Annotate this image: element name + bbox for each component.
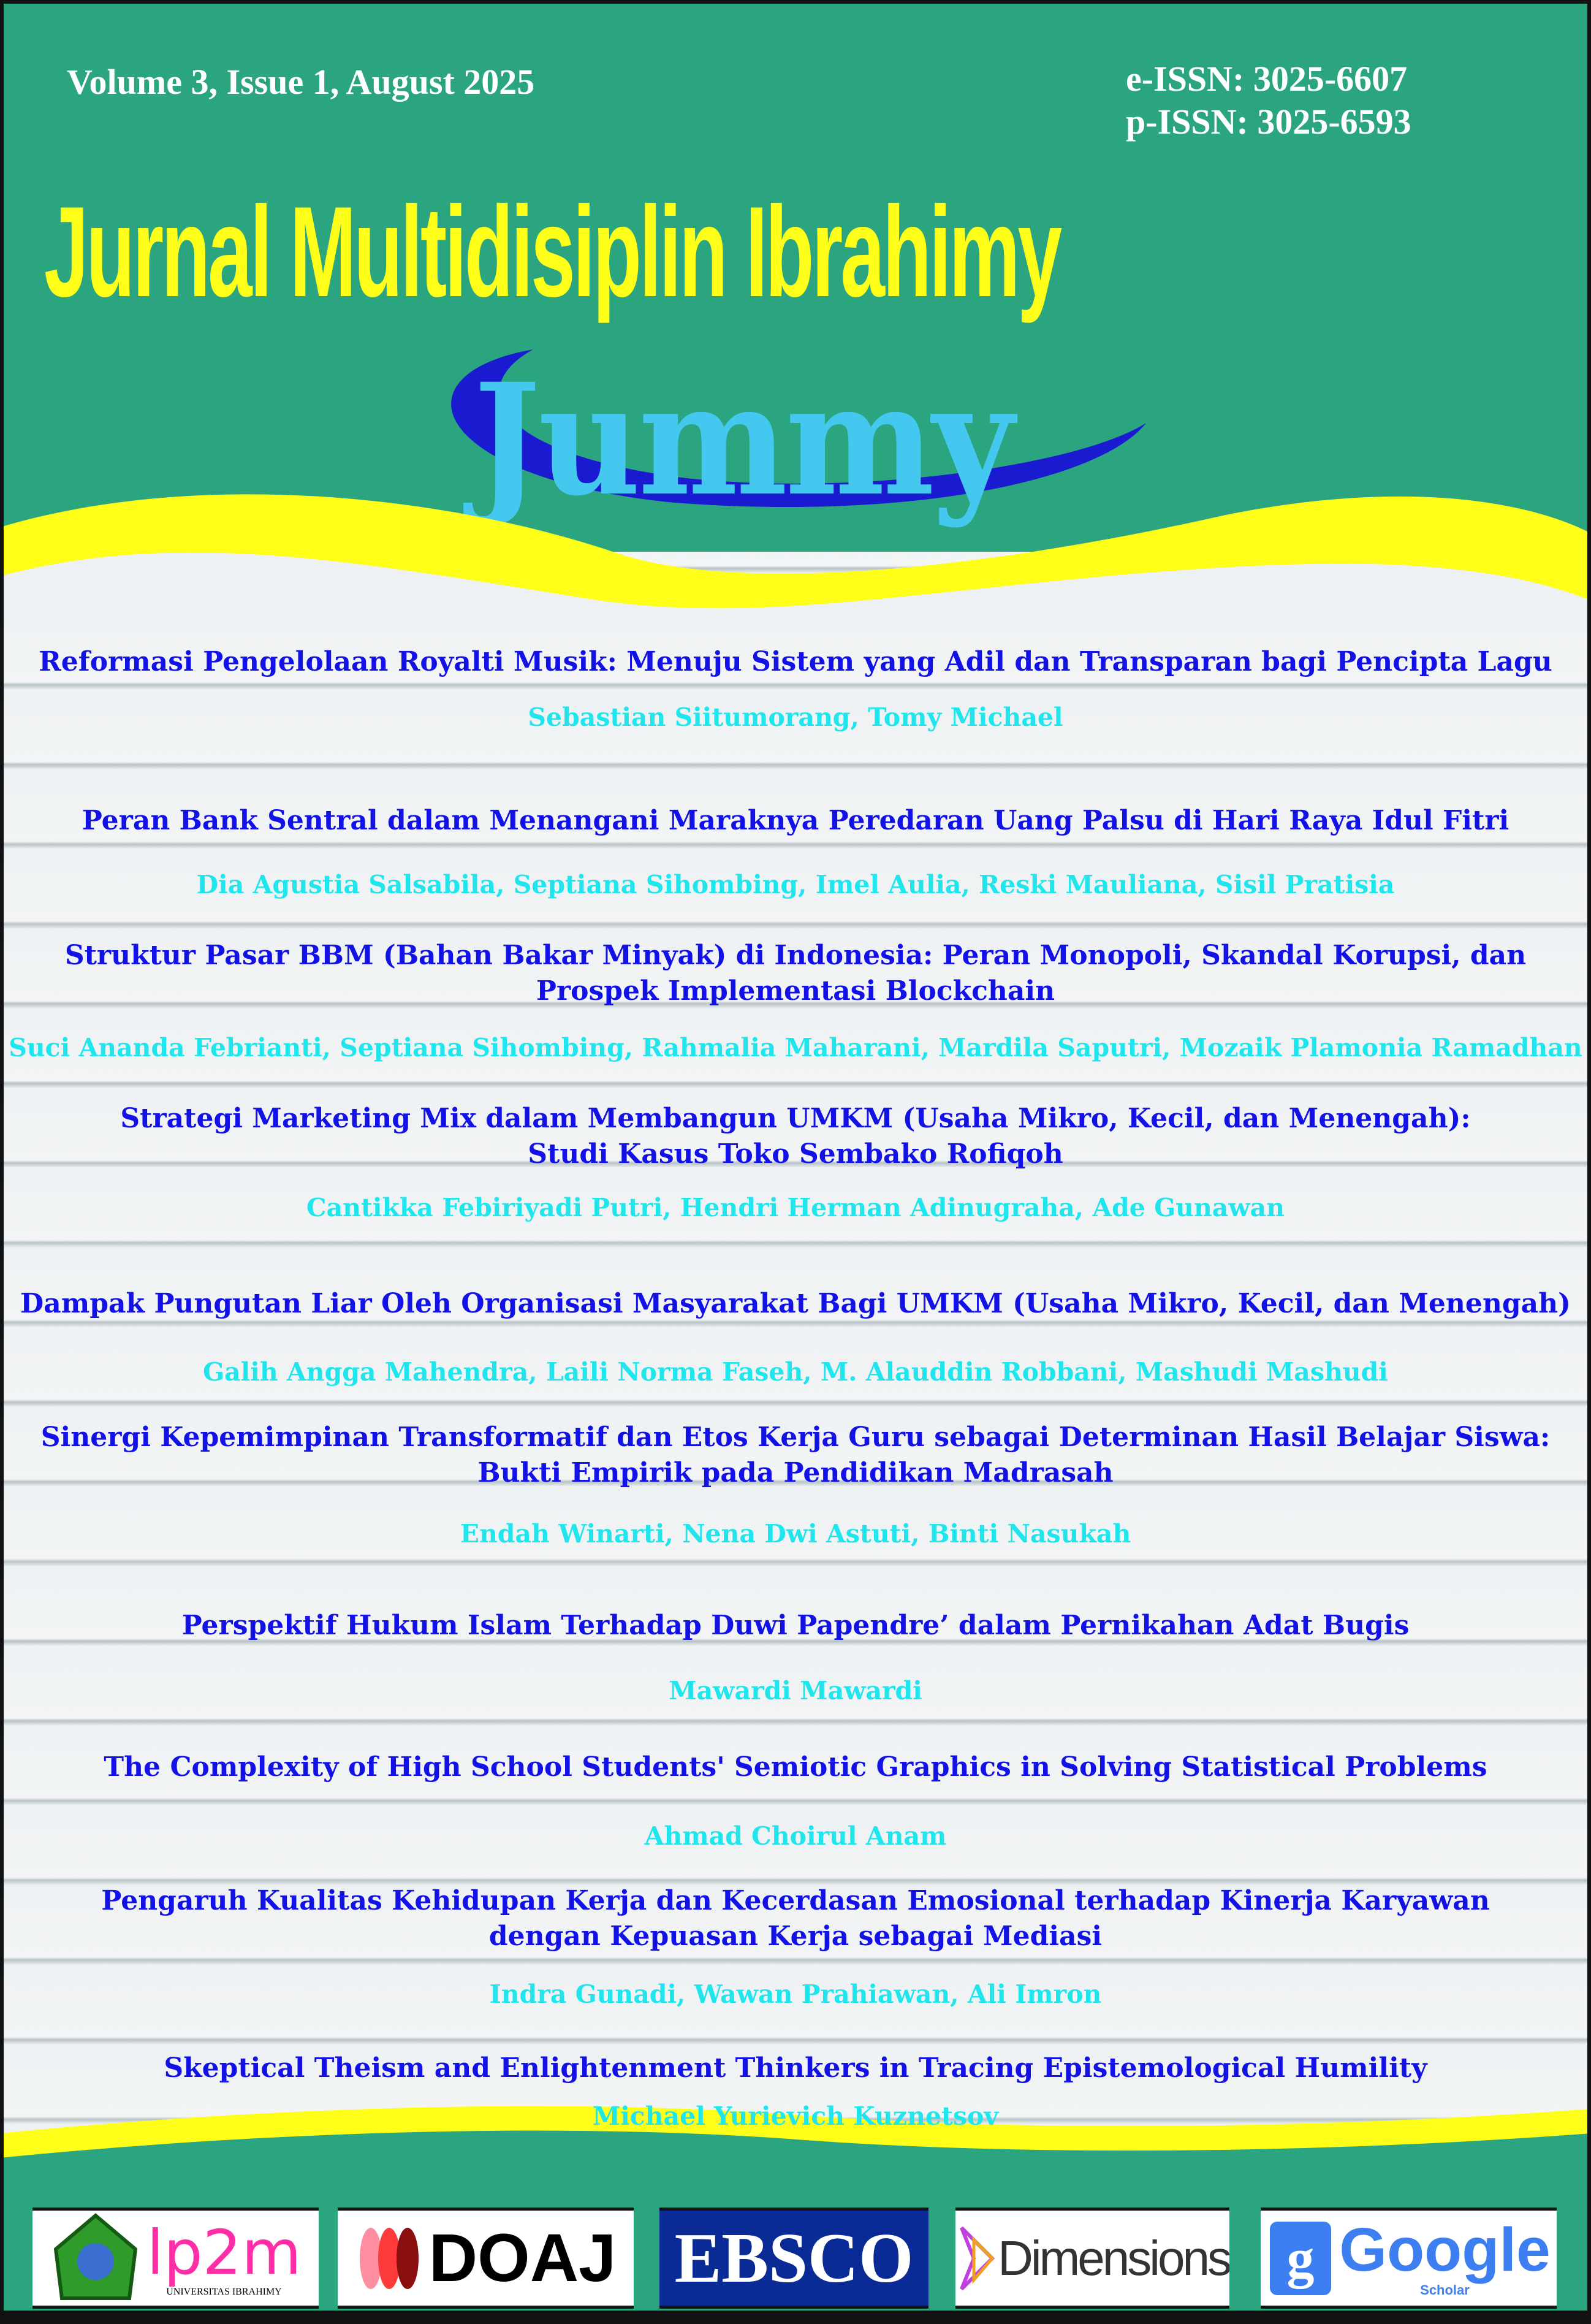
google-text: Google bbox=[1339, 2215, 1551, 2284]
doaj-text: DOAJ bbox=[428, 2220, 617, 2296]
article-title[interactable] bbox=[0, 938, 1591, 1009]
article-title-line: The Complexity of High School Students' Semiotic Graphics in Solving Statistical Problems bbox=[104, 1751, 1487, 1783]
article-title[interactable] bbox=[0, 1608, 1591, 1644]
university-emblem-icon bbox=[50, 2212, 142, 2304]
article-title[interactable] bbox=[0, 1101, 1591, 1172]
lp2m-text: lp2m bbox=[146, 2216, 302, 2288]
article-title[interactable] bbox=[0, 1286, 1591, 1322]
article-title-line: Skeptical Theism and Enlightenment Thinkers in Tracing Epistemological Humility bbox=[164, 2052, 1427, 2084]
scholar-text: Scholar bbox=[1420, 2282, 1470, 2298]
article-title-line: Reformasi Pengelolaan Royalti Musik: Menuju Sistem yang Adil dan Transparan bagi Pencipta Lagu bbox=[39, 646, 1552, 677]
logo-doaj[interactable] bbox=[338, 2208, 634, 2309]
article-authors: Dia Agustia Salsabila, Septiana Sihombing, Imel Aulia, Reski Mauliana, Sisil Pratisia bbox=[196, 870, 1395, 899]
logo-google-scholar[interactable] bbox=[1261, 2208, 1557, 2309]
dimensions-mark-icon bbox=[955, 2222, 998, 2295]
doaj-mark-icon bbox=[355, 2225, 423, 2292]
article-authors: Ahmad Choirul Anam bbox=[644, 1821, 947, 1851]
article-title-line: Bukti Empirik pada Pendidikan Madrasah bbox=[477, 1457, 1114, 1488]
article-title-line: Prospek Implementasi Blockchain bbox=[536, 975, 1055, 1007]
article-title[interactable] bbox=[0, 1420, 1591, 1491]
svg-text:g: g bbox=[1286, 2228, 1315, 2289]
article-authors: Cantikka Febiriyadi Putri, Hendri Herman Adinugraha, Ade Gunawan bbox=[306, 1193, 1285, 1222]
logo-lp2m[interactable] bbox=[32, 2208, 319, 2309]
article-title-line: Pengaruh Kualitas Kehidupan Kerja dan Kecerdasan Emosional terhadap Kinerja Karyawan bbox=[101, 1885, 1490, 1916]
lp2m-subtext: UNIVERSITAS IBRAHIMY bbox=[166, 2286, 282, 2297]
yellow-wave-top bbox=[0, 478, 1591, 625]
article-authors: Mawardi Mawardi bbox=[669, 1676, 922, 1705]
article-title-line: Perspektif Hukum Islam Terhadap Duwi Papendre’ dalam Pernikahan Adat Bugis bbox=[181, 1610, 1410, 1641]
article-authors: Sebastian Siitumorang, Tomy Michael bbox=[528, 703, 1063, 732]
article-authors: Indra Gunadi, Wawan Prahiawan, Ali Imron bbox=[489, 1979, 1102, 2009]
pissn: p-ISSN: 3025-6593 bbox=[1126, 102, 1411, 142]
dimensions-text: Dimensions bbox=[998, 2230, 1229, 2285]
ebsco-text: EBSCO bbox=[674, 2219, 914, 2297]
article-title-line: Studi Kasus Toko Sembako Rofiqoh bbox=[528, 1138, 1063, 1170]
article-title-line: Strategi Marketing Mix dalam Membangun UMKM (Usaha Mikro, Kecil, dan Menengah): bbox=[120, 1103, 1471, 1134]
article-title-line: Struktur Pasar BBM (Bahan Bakar Minyak) di Indonesia: Peran Monopoli, Skandal Korupsi, dan bbox=[64, 940, 1527, 971]
logo-dimensions[interactable] bbox=[955, 2208, 1229, 2309]
article-authors: Endah Winarti, Nena Dwi Astuti, Binti Nasukah bbox=[460, 1519, 1131, 1549]
article-title[interactable] bbox=[0, 1883, 1591, 1954]
article-title[interactable] bbox=[0, 2051, 1591, 2086]
article-title-line: dengan Kepuasan Kerja sebagai Mediasi bbox=[488, 1921, 1103, 1952]
article-title-line: Sinergi Kepemimpinan Transformatif dan Etos Kerja Guru sebagai Determinan Hasil Belajar Siswa: bbox=[40, 1422, 1551, 1453]
article-title[interactable] bbox=[0, 644, 1591, 680]
article-title[interactable] bbox=[0, 803, 1591, 839]
article-authors: Suci Ananda Febrianti, Septiana Sihombing, Rahmalia Maharani, Mardila Saputri, Mozaik Plamonia Ramadhan bbox=[9, 1033, 1582, 1062]
journal-title: Jurnal Multidisiplin Ibrahimy bbox=[44, 180, 1060, 324]
eissn: e-ISSN: 3025-6607 bbox=[1126, 59, 1408, 99]
google-scholar-icon bbox=[1267, 2219, 1334, 2298]
article-title-line: Dampak Pungutan Liar Oleh Organisasi Masyarakat Bagi UMKM (Usaha Mikro, Kecil, dan Menengah) bbox=[20, 1288, 1571, 1319]
article-title[interactable] bbox=[0, 1750, 1591, 1785]
logo-ebsco[interactable] bbox=[659, 2208, 928, 2309]
journal-acronym: Jummy bbox=[474, 349, 1012, 530]
article-authors: Galih Angga Mahendra, Laili Norma Faseh, M. Alauddin Robbani, Mashudi Mashudi bbox=[203, 1357, 1388, 1387]
article-authors: Michael Yurievich Kuznetsov bbox=[592, 2101, 999, 2131]
article-title-line: Peran Bank Sentral dalam Menangani Maraknya Peredaran Uang Palsu di Hari Raya Idul Fitri bbox=[82, 805, 1509, 836]
volume-issue: Volume 3, Issue 1, August 2025 bbox=[67, 62, 535, 102]
